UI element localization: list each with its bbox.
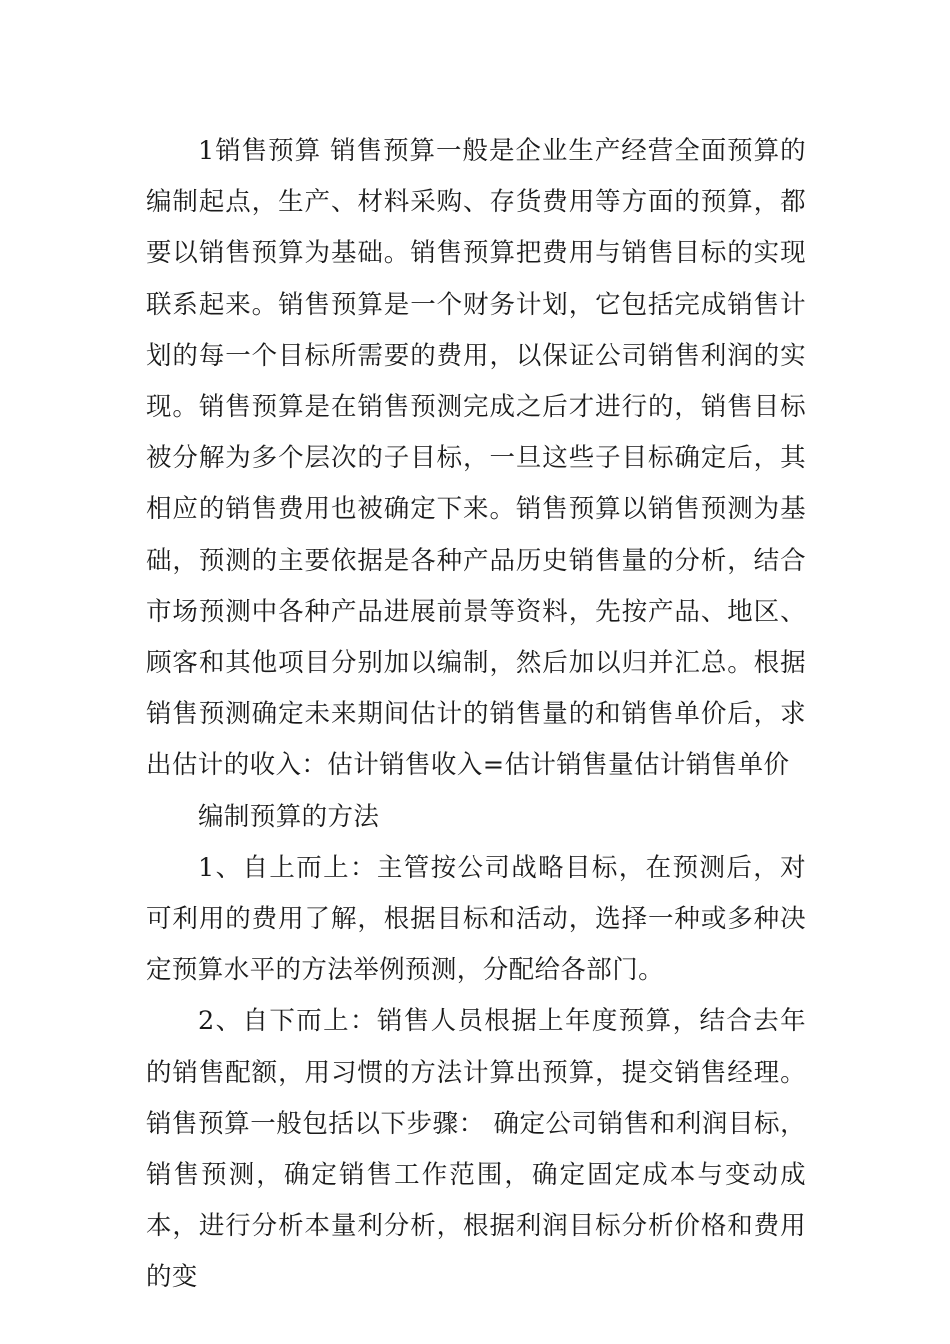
paragraph-bottom-up-method: 2、自下而上：销售人员根据上年度预算，结合去年的销售配额，用习惯的方法计算出预算，提交销售经理。销售预算一般包括以下步骤： 确定公司销售和利润目标，销售预测，确定销售工作范围，确定固定成本与变动成本，进行分析本量利分析，根据利润目标分析价格和费用的变 — [146, 1006, 806, 1293]
paragraph-top-down-method: 1、自上而上：主管按公司战略目标，在预测后，对可利用的费用了解，根据目标和活动，选择一种或多种决定预算水平的方法举例预测，分配给各部门。 — [146, 852, 806, 986]
paragraph-budget-methods-heading: 编制预算的方法 — [198, 801, 380, 832]
paragraph-sales-budget: 1销售预算 销售预算一般是企业生产经营全面预算的编制起点，生产、材料采购、存货费用等方面的预算，都要以销售预算为基础。销售预算把费用与销售目标的实现联系起来。销售预算是一个财务计划，它包括完成销售计划的每一个目标所需要的费用，以保证公司销售利润的实现。销售预算是在销售预测完成之后才进行的，销售目标被分解为多个层次的子目标，一旦这些子目标确定后，其相应的销售费用也被确定下来。销售预算以销售预测为基础，预测的主要依据是各种产品历史销售量的分析，结合市场预测中各种产品进展前景等资料，先按产品、地区、顾客和其他项目分别加以编制，然后加以归并汇总。根据销售预测确定未来期间估计的销售量的和销售单价后，求出估计的收入：估计销售收入=估计销售量估计销售单价 — [146, 136, 806, 781]
document-body — [146, 126, 806, 1304]
